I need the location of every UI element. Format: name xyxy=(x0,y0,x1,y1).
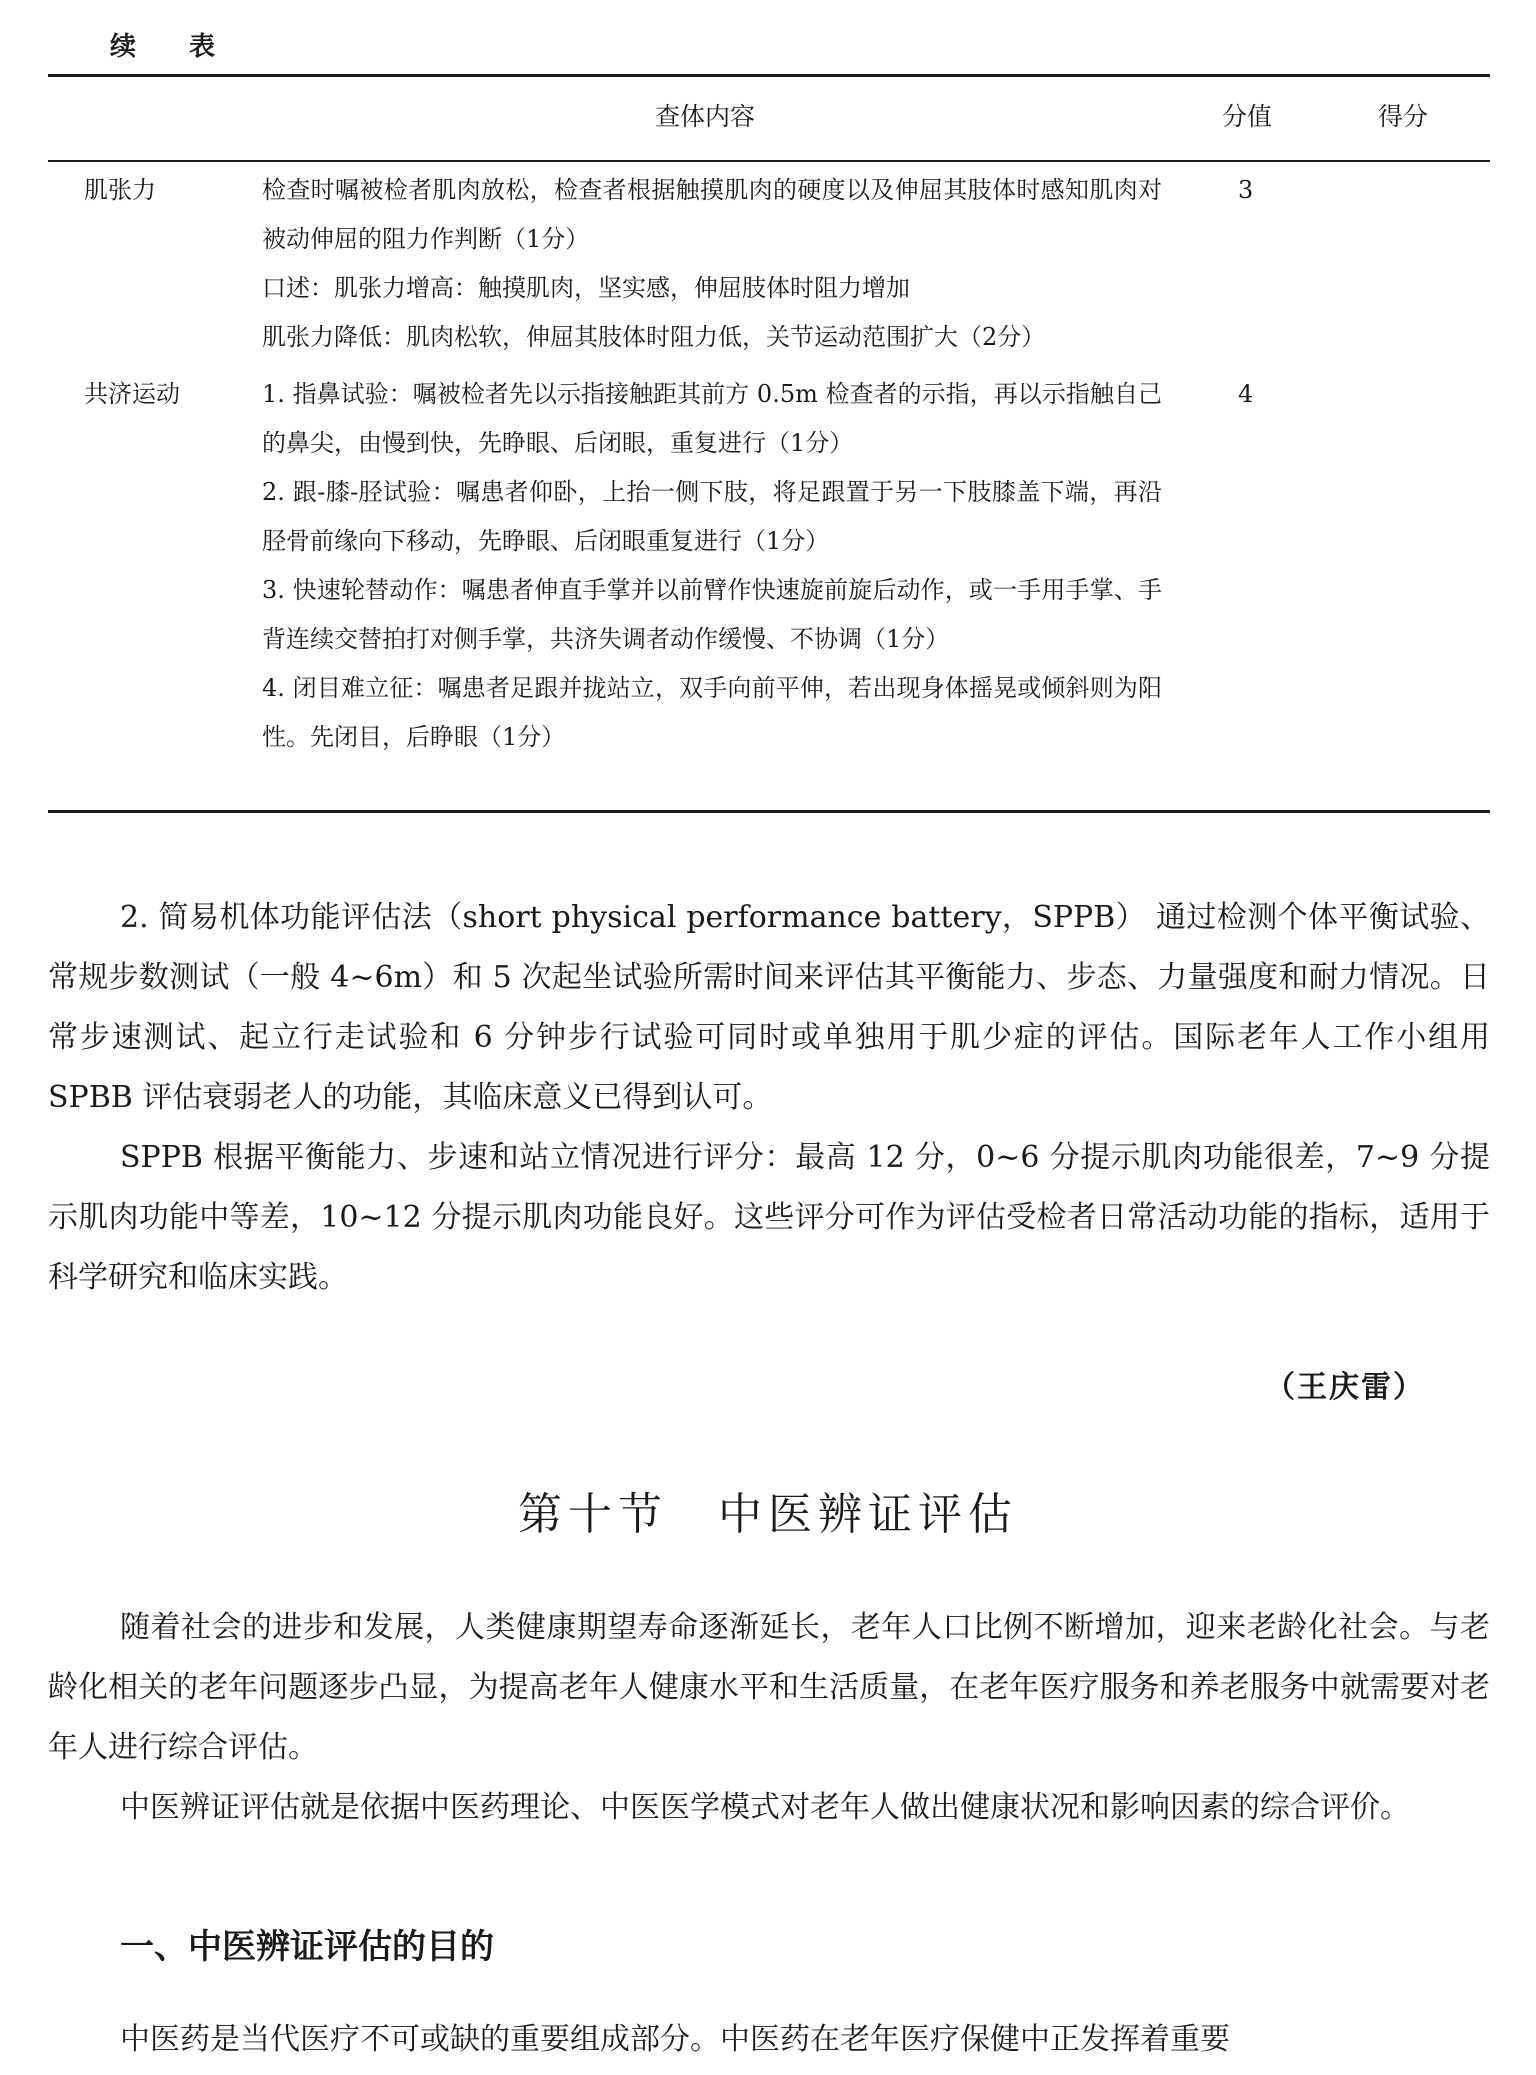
continued-table-label: 续 表 xyxy=(110,32,238,62)
section-title: 第十节 中医辨证评估 xyxy=(518,1489,1018,1540)
column-header-score: 分值 xyxy=(1222,102,1273,131)
table-top-rule xyxy=(48,74,1490,77)
content-line: 4. 闭目难立征：嘱患者足跟并拢站立，双手向前平伸，若出现身体摇晃或倾斜则为阳性。先闭目，后睁眼（1分） xyxy=(262,674,1162,751)
sppb-paragraph-2: SPPB 根据平衡能力、步速和站立情况进行评分：最高 12 分，0~6 分提示肌肉功能很差，7~9 分提示肌肉功能中等差，10~12 分提示肌肉功能良好。这些评分可作为评估受检者日常活动功能的指标，适用于科学研究和临床实践。 xyxy=(48,1140,1490,1295)
content-line: 2. 跟-膝-胫试验：嘱患者仰卧，上抬一侧下肢，将足跟置于另一下肢膝盖下端，再沿胫骨前缘向下移动，先睁眼、后闭眼重复进行（1分） xyxy=(262,478,1162,555)
column-header-obtained: 得分 xyxy=(1378,102,1429,131)
content-line: 检查时嘱被检者肌肉放松，检查者根据触摸肌肉的硬度以及伸屈其肢体时感知肌肉对被动伸屈的阻力作判断（1分） xyxy=(262,176,1162,253)
section-paragraph-1: 随着社会的进步和发展，人类健康期望寿命逐渐延长，老年人口比例不断增加，迎来老龄化社会。与老龄化相关的老年问题逐步凸显，为提高老年人健康水平和生活质量，在老年医疗服务和养老服务中就需要对老年人进行综合评估。 xyxy=(48,1610,1490,1765)
content-line: 口述：肌张力增高：触摸肌肉，坚实感，伸屈肢体时阻力增加 xyxy=(262,274,910,302)
sppb-text-block xyxy=(48,888,1490,1308)
subsection-heading: 一、中医辨证评估的目的 xyxy=(120,1927,494,1967)
section-paragraph-2: 中医辨证评估就是依据中医药理论、中医医学模式对老年人做出健康状况和影响因素的综合评价。 xyxy=(120,1790,1410,1825)
content-line: 1. 指鼻试验：嘱被检者先以示指接触距其前方 0.5m 检查者的示指，再以示指触自己的鼻尖，由慢到快，先睁眼、后闭眼，重复进行（1分） xyxy=(262,380,1162,457)
section-intro-block xyxy=(48,1598,1490,1838)
column-header-content: 查体内容 xyxy=(655,102,756,131)
sppb-paragraph-1: 2. 简易机体功能评估法（short physical performance battery，SPPB） 通过检测个体平衡试验、常规步数测试（一般 4~6m）和 5 次起坐试验所需时间来评估其平衡能力、步态、力量强度和耐力情况。日常步速测试、起立行走试验和 6 分钟步行试验可同时或单独用于肌少症的评估。国际老年人工作小组用 SPBB 评估衰弱老人的功能，其临床意义已得到认可。 xyxy=(48,900,1490,1115)
row-content-muscle-tone xyxy=(262,166,1162,362)
content-line: 肌张力降低：肌肉松软，伸屈其肢体时阻力低，关节运动范围扩大（2分） xyxy=(262,323,1046,351)
row-category-coordination: 共济运动 xyxy=(84,380,180,408)
row-score-muscle-tone: 3 xyxy=(1238,176,1254,204)
table-header-rule xyxy=(48,160,1490,162)
author-attribution: （王庆雷） xyxy=(1265,1370,1425,1405)
row-content-coordination xyxy=(262,370,1162,762)
row-score-coordination: 4 xyxy=(1238,380,1254,408)
section-paragraph-3-block xyxy=(48,2010,1490,2070)
row-category-muscle-tone: 肌张力 xyxy=(84,176,156,204)
section-paragraph-3: 中医药是当代医疗不可或缺的重要组成部分。中医药在老年医疗保健中正发挥着重要 xyxy=(120,2022,1230,2057)
table-bottom-rule xyxy=(48,810,1490,813)
content-line: 3. 快速轮替动作：嘱患者伸直手掌并以前臂作快速旋前旋后动作，或一手用手掌、手背连续交替拍打对侧手掌，共济失调者动作缓慢、不协调（1分） xyxy=(262,576,1162,653)
